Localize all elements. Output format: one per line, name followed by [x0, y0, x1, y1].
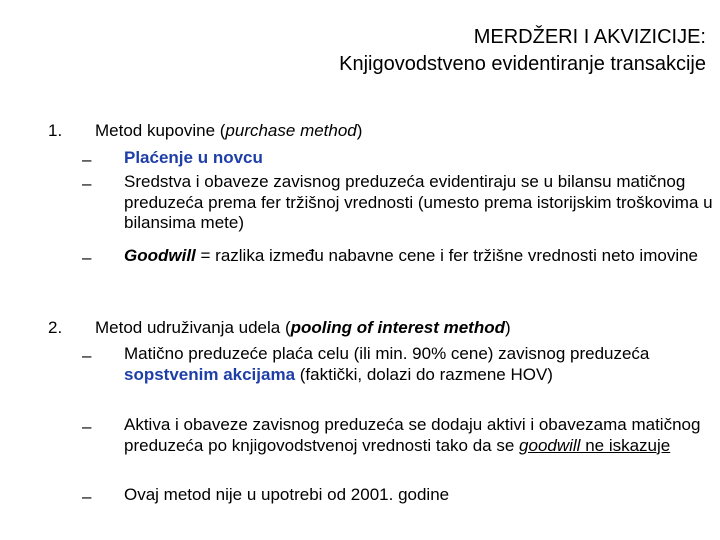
section-1-item-3 — [124, 246, 714, 267]
section-1-heading-italic: purchase method — [225, 121, 357, 140]
dash-bullet: – — [82, 248, 92, 267]
section-2-heading-text: Metod udruživanja udela ( — [95, 318, 291, 337]
section-1-heading — [95, 121, 362, 141]
section-2-number: 2. — [48, 318, 63, 337]
item-term: Goodwill — [124, 246, 196, 265]
section-1-item-1 — [124, 148, 714, 169]
section-1-number: 1. — [48, 121, 63, 140]
item-text: = razlika između nabavne cene i fer tržišne vrednosti neto imovine — [195, 246, 699, 265]
title-line-2: Knjigovodstveno evidentiranje transakcije — [339, 53, 706, 75]
section-1-heading-close: ) — [356, 121, 363, 140]
section-2-item-2 — [124, 415, 714, 456]
section-2-item-3: Ovaj metod nije u upotrebi od 2001. godine — [124, 485, 450, 504]
dash-bullet: – — [82, 174, 92, 193]
dash-bullet: – — [82, 417, 92, 436]
item-text: Matično preduzeće plaća celu (ili min. 90% cene) zavisnog preduzeća — [124, 344, 650, 363]
dash-bullet: – — [82, 150, 92, 169]
item-highlight: sopstvenim akcijama — [124, 364, 296, 384]
item-text: Plaćenje u novcu — [124, 148, 263, 167]
item-text: (faktički, dolazi do razmene HOV) — [295, 364, 553, 384]
section-2-heading — [95, 318, 511, 338]
dash-bullet: – — [82, 487, 92, 506]
item-text: ne iskazuje — [580, 435, 671, 455]
item-term: goodwill — [519, 435, 581, 455]
section-2-heading-italic: pooling of interest method — [290, 318, 506, 337]
item-text: Aktiva i obaveze zavisnog preduzeća se dodaju aktivi i obavezama matičnog preduzeća po knjigovodstvenoj vrednosti tako da se — [124, 415, 701, 455]
section-2-heading-close: ) — [505, 318, 511, 337]
section-2-item-1 — [124, 344, 714, 385]
dash-bullet: – — [82, 346, 92, 365]
section-1-heading-text: Metod kupovine ( — [95, 121, 226, 140]
slide-title — [339, 24, 706, 78]
section-1-item-2: Sredstva i obaveze zavisnog preduzeća evidentiraju se u bilansu matičnog preduzeća prema fer tržišnoj vrednosti (umesto prema istorijskim troškovima u bilansima mete) — [124, 172, 713, 232]
title-line-1: MERDŽERI I AKVIZICIJE: — [473, 26, 706, 48]
